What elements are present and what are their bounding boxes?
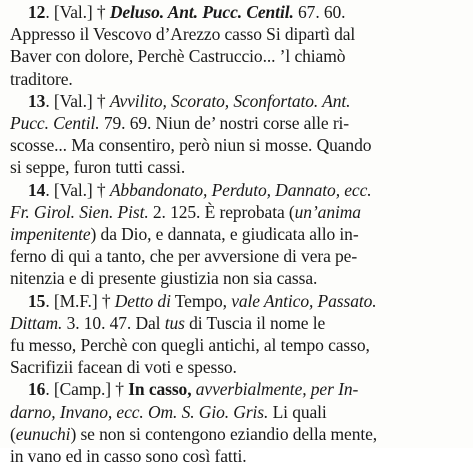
text-segment: Baver con dolore, Perchè Castruccio... ’l chiamò bbox=[10, 46, 346, 67]
entry-number: 15 bbox=[28, 290, 46, 311]
text-segment: Abbandonato, Perduto, Dannato, ecc. bbox=[109, 179, 372, 200]
text-segment: tus bbox=[164, 312, 185, 333]
text-segment: . [Val.] † bbox=[45, 90, 110, 111]
entry-text-line bbox=[0, 356, 473, 378]
entry-text-line bbox=[0, 423, 473, 445]
entry-text-line bbox=[0, 45, 473, 67]
text-segment: avverbialmente, per In- bbox=[195, 379, 359, 400]
text-segment: Deluso. Ant. Pucc. Centil. bbox=[109, 2, 294, 22]
entry-text-line bbox=[0, 312, 473, 334]
text-segment: ) se non si contengono eziandio della mente, bbox=[70, 423, 378, 444]
text-segment: 67. 60. bbox=[293, 2, 346, 22]
text-segment: scosse... Ma consentiro, però niun si mosse. Quando bbox=[10, 135, 372, 156]
text-segment: . [Val.] † bbox=[45, 2, 110, 22]
text-segment: si seppe, furon tutti cassi. bbox=[10, 157, 186, 178]
text-segment: eunuchi bbox=[15, 423, 71, 444]
entry-number: 14 bbox=[28, 179, 46, 200]
text-segment: vale Antico, Passato. bbox=[231, 290, 377, 311]
entry-text-line bbox=[0, 112, 473, 134]
entry-text-line bbox=[0, 201, 473, 223]
text-segment: impenitente bbox=[10, 224, 91, 244]
entry-text-line bbox=[0, 23, 473, 45]
text-segment: Dittam. bbox=[10, 312, 63, 333]
text-segment: in vano ed in casso sono così fatti. bbox=[10, 446, 247, 466]
text-segment: . [Val.] † bbox=[45, 179, 110, 200]
text-segment: nitenzia e di presente giustizia non sia cassa. bbox=[10, 268, 318, 289]
text-segment: 79. 69. Niun de’ nostri corse alle ri- bbox=[99, 113, 350, 133]
text-segment: di Tuscia il nome le bbox=[184, 312, 326, 333]
text-segment: Avvilito, Scorato, Sconfortato. Ant. bbox=[109, 90, 351, 111]
text-segment: Appresso il Vescovo d’Arezzo casso Si dipartì dal bbox=[10, 24, 356, 45]
text-segment: Pucc. Centil. bbox=[10, 113, 100, 133]
entry-text-line bbox=[0, 134, 473, 156]
text-segment: . [M.F.] † bbox=[45, 290, 115, 311]
entry-text-line bbox=[0, 156, 473, 178]
text-segment: Om. S. Gio. Gris. bbox=[147, 401, 269, 422]
entry-text-line bbox=[0, 401, 473, 423]
entry-text-line bbox=[0, 334, 473, 356]
entry-text-line bbox=[0, 245, 473, 267]
entry-text-line bbox=[0, 223, 473, 245]
entry-number: 13 bbox=[28, 90, 46, 111]
entry-heading-line bbox=[0, 1, 473, 23]
text-segment: ) da Dio, e dannata, e giudicata allo in- bbox=[90, 224, 359, 244]
entry-text-line bbox=[0, 68, 473, 90]
entry-number: 12 bbox=[28, 2, 46, 22]
text-segment: In casso, bbox=[128, 379, 192, 400]
text-segment: traditore. bbox=[10, 68, 73, 89]
text-segment: un’anima bbox=[294, 201, 361, 222]
text-segment: darno, Invano, ecc. bbox=[10, 401, 144, 422]
text-segment: 2. 125. È reprobata ( bbox=[148, 201, 295, 222]
text-segment: 3. 10. 47. Dal bbox=[62, 312, 165, 333]
entry-heading-line bbox=[0, 90, 473, 112]
entry-number: 16 bbox=[28, 379, 46, 400]
entry-heading-line bbox=[0, 290, 473, 312]
text-segment: Fr. Girol. Sien. Pist. bbox=[10, 201, 149, 222]
entry-text-line bbox=[0, 445, 473, 467]
text-segment: ( bbox=[10, 423, 16, 444]
text-segment: . [Camp.] † bbox=[45, 379, 129, 400]
text-segment: Sacrifizii facean di voti e spesso. bbox=[10, 357, 237, 378]
entry-text-line bbox=[0, 267, 473, 289]
entry-heading-line bbox=[0, 179, 473, 201]
entry-heading-line bbox=[0, 378, 473, 400]
text-segment: Tempo, bbox=[170, 290, 232, 311]
text-segment: fu messo, Perchè con quegli antichi, al tempo casso, bbox=[10, 335, 370, 355]
text-segment: ferno di qui a tanto, che per avversione di vera pe- bbox=[10, 246, 358, 267]
text-segment: Li quali bbox=[268, 401, 327, 422]
text-segment: Detto di bbox=[114, 290, 171, 311]
